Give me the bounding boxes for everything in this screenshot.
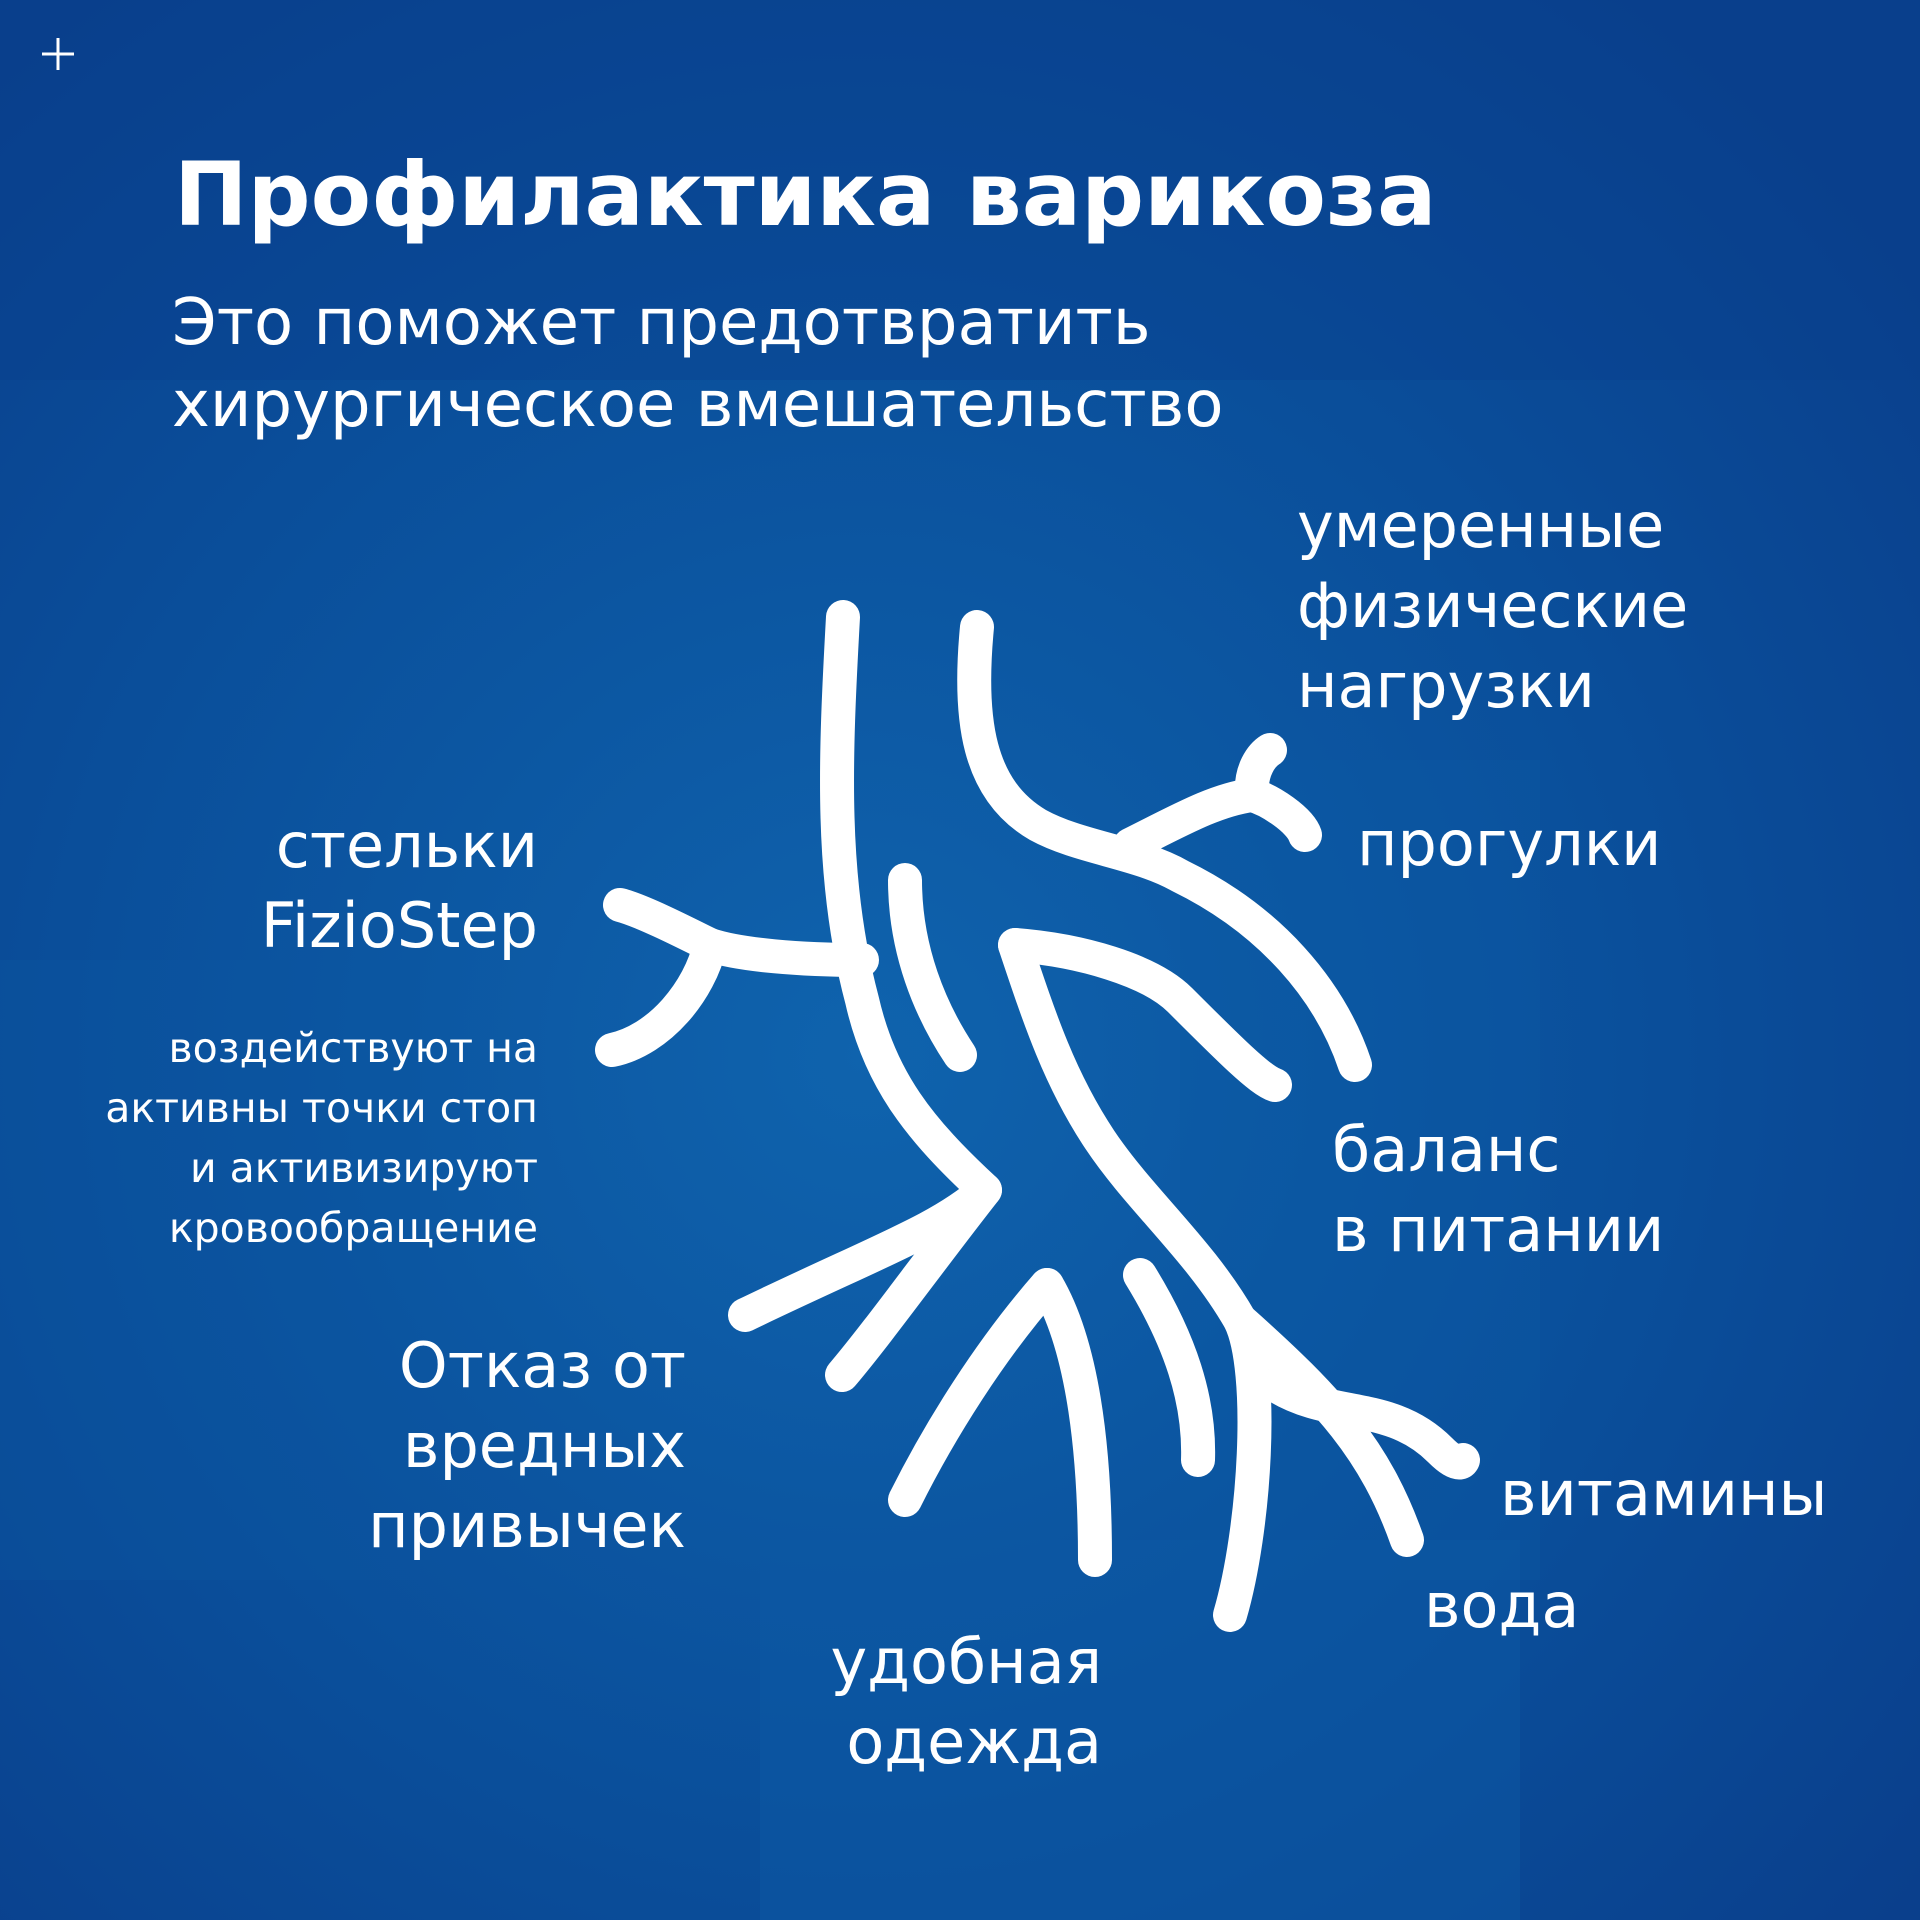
label-walks: прогулки xyxy=(1357,807,1662,880)
vein-upper-right-twig-a xyxy=(1130,795,1305,845)
vein-lower-middle-a xyxy=(905,1285,1047,1500)
vein-upper-right-twig-b xyxy=(1252,750,1270,795)
vein-lower-middle-b xyxy=(1047,1285,1095,1560)
label-insoles-description: воздействуют на активны точки стоп и активизируют кровообращение xyxy=(105,1024,538,1252)
vein-left-twig-a xyxy=(620,905,862,960)
label-insoles: стельки FizioStep xyxy=(260,809,538,962)
vein-left-twig-b xyxy=(612,945,710,1050)
page-title: Профилактика варикоза xyxy=(174,143,1437,246)
vein-lower-right-inner xyxy=(1140,1275,1198,1460)
vein-inner-left xyxy=(905,880,960,1055)
label-water: вода xyxy=(1424,1569,1580,1642)
page-subtitle: Это поможет предотвратить хирургическое вмешательство xyxy=(172,286,1224,442)
label-exercise: умеренные физические нагрузки xyxy=(1297,489,1689,722)
label-vitamins: витамины xyxy=(1500,1457,1828,1530)
label-comfortable-clothes: удобная одежда xyxy=(830,1625,1102,1778)
label-bad-habits: Отказ от вредных привычек xyxy=(368,1329,686,1562)
label-nutrition: баланс в питании xyxy=(1332,1113,1665,1266)
